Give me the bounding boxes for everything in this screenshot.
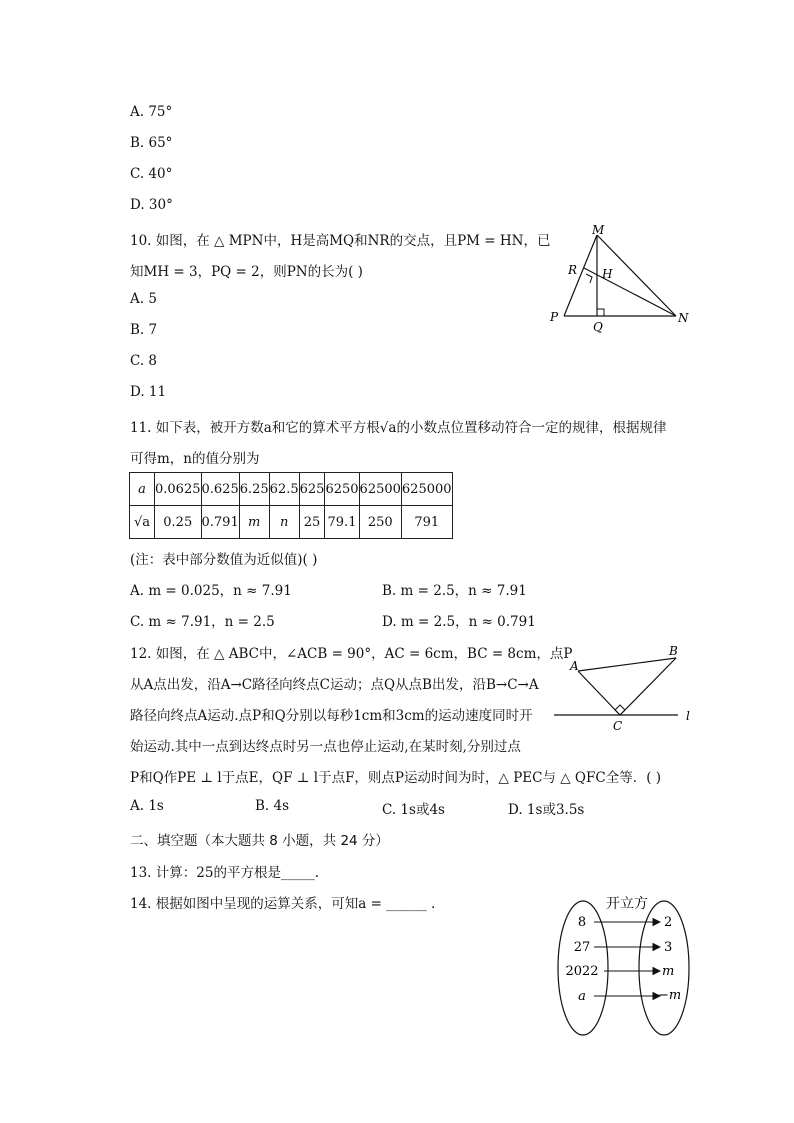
table-cell: 62.5 [269, 473, 299, 506]
q10-stem-line2: 知MH = 3，PQ = 2，则PN的长为( ) [130, 264, 363, 280]
table-cell: 79.1 [325, 506, 359, 539]
table-cell: 6250 [325, 473, 359, 506]
table-cell: m [239, 506, 269, 539]
q10-option-c: C. 8 [130, 353, 158, 369]
table-cell: 0.0625 [155, 473, 202, 506]
left-value: 27 [573, 940, 591, 955]
table-cell: 62500 [359, 473, 401, 506]
right-value: m [662, 964, 675, 979]
table-cell: 6.25 [239, 473, 269, 506]
q12-option-b: B. 4s [255, 798, 290, 814]
q11-stem-line1: 11. 如下表，被开方数a和它的算术平方根√a的小数点位置移动符合一定的规律，根据规律 [130, 420, 667, 436]
q11-stem-line2: 可得m，n的值分别为 [130, 451, 260, 467]
q10-option-b: B. 7 [130, 322, 158, 338]
q12-triangle-figure [550, 640, 700, 735]
q12-stem-line3: 路径向终点A运动.点P和Q分别以每秒1cm和3cm的运动速度同时开 [130, 708, 533, 724]
q12-option-d: D. 1s或3.5s [508, 802, 585, 818]
label-p: P [550, 310, 559, 324]
q14-mapping-figure [552, 888, 702, 1038]
q12-stem-line2: 从A点出发，沿A→C路径向终点C运动；点Q从点B出发，沿B→C→A [130, 677, 539, 693]
q14-stem: 14. 根据如图中呈现的运算关系，可知a = ______ . [130, 896, 436, 912]
q13-stem: 13. 计算：25的平方根是_____. [130, 865, 319, 881]
section-title: 二、填空题（本大题共 8 小题，共 24 分） [130, 833, 389, 849]
table-cell: 0.791 [201, 506, 239, 539]
q12-option-a: A. 1s [130, 798, 164, 814]
q11-note: (注：表中部分数值为近似值)( ) [130, 552, 318, 568]
table-cell: 0.25 [155, 506, 202, 539]
label-l: l [686, 709, 690, 723]
q12-option-c: C. 1s或4s [382, 802, 445, 818]
table-cell: 791 [401, 506, 452, 539]
q10-stem-line1: 10. 如图，在 △ MPN中，H是高MQ和NR的交点，且PM = HN，已 [130, 233, 551, 249]
label-h: H [602, 267, 613, 281]
right-value: 3 [664, 940, 673, 955]
label-r: R [568, 263, 578, 277]
label-n: N [678, 311, 689, 325]
q12-stem-line5: P和Q作PE ⊥ l于点E，QF ⊥ l于点F，则点P运动时间为时，△ PEC与 △ QFC全等．( ) [130, 770, 662, 786]
table-cell: √a [130, 506, 155, 539]
q11-option-b: B. m = 2.5，n ≈ 7.91 [382, 583, 527, 599]
table-cell: 625 [299, 473, 325, 506]
table-row [130, 506, 453, 539]
q12-stem-line1: 12. 如图，在 △ ABC中，∠ACB = 90°，AC = 6cm，BC = 8cm，点P [130, 646, 573, 662]
left-value: 2022 [565, 964, 599, 979]
q12-stem-line4: 始运动.其中一点到达终点时另一点也停止运动,在某时刻,分别过点 [130, 739, 521, 755]
table-cell: n [269, 506, 299, 539]
q11-option-c: C. m ≈ 7.91，n = 2.5 [130, 614, 275, 630]
label-b: B [669, 644, 678, 658]
q11-option-a: A. m = 0.025，n ≈ 7.91 [130, 583, 292, 599]
label-c: C [613, 719, 623, 733]
figure-title: 开立方 [606, 896, 648, 912]
table-cell: 25 [299, 506, 325, 539]
q10-option-a: A. 5 [130, 291, 157, 307]
left-value: 8 [577, 915, 587, 930]
q10-option-d: D. 11 [130, 384, 167, 400]
table-row [130, 473, 453, 506]
label-q: Q [593, 320, 603, 334]
q9-option-d: D. 30° [130, 197, 173, 213]
table-cell: 250 [359, 506, 401, 539]
label-a: A [570, 659, 579, 673]
table-cell: 0.625 [201, 473, 239, 506]
q11-value-table [129, 472, 453, 539]
q9-option-b: B. 65° [130, 135, 173, 151]
table-cell: a [130, 473, 155, 506]
left-value: a [578, 989, 586, 1004]
right-value: −m [658, 988, 682, 1003]
label-m: M [592, 223, 605, 237]
right-value: 2 [664, 915, 673, 930]
q9-option-c: C. 40° [130, 166, 173, 182]
q10-triangle-figure [540, 222, 700, 337]
q11-option-d: D. m = 2.5，n ≈ 0.791 [382, 614, 536, 630]
table-cell: 625000 [401, 473, 452, 506]
q9-option-a: A. 75° [130, 104, 173, 120]
